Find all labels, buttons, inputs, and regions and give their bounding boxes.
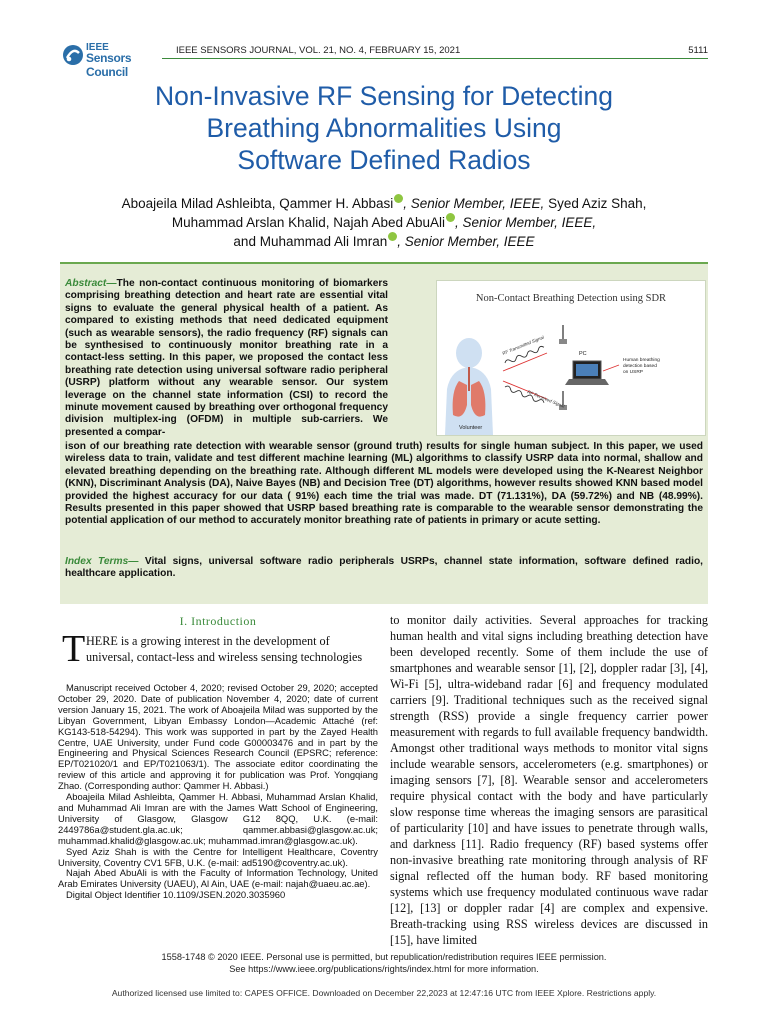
author-name: Muhammad Arslan Khalid, Najah Abed AbuAli xyxy=(171,215,446,230)
orcid-icon[interactable] xyxy=(446,213,455,222)
pc-laptop-icon xyxy=(565,361,609,385)
footnote: Aboajeila Milad Ashleibta, Qammer H. Abbasi, Muhammad Arslan Khalid, and Muhammad Ali Imran are with the James Watt School of Engineering, University of Glasgow, Glasgow G12 8QQ, U.K. (e-mail: 2449786a@student.gla.ac.uk; qammer.abbasi@glasgow.ac.uk; muhammad.khalid@glasgow.ac.uk; muhammad.imran@glasgow.ac.uk). xyxy=(58,791,378,846)
copyright-notice xyxy=(60,952,708,976)
right-column-text: to monitor daily activities. Several approaches for tracking human health and vital signs including breathing detection have been developed recently. Some of them include the use of smartphones and wearable sensor [1], [2], doppler radar [3], [4], Wi-Fi [5], ultra-wideband radar [6] and frequency modulated carriers [9]. Traditional techniques such as the received signal strength (RSS) provide a single frequency carrier power measurement with regards to full available frequency bandwidth. Amongst other traditional ways methods to monitor vital signs include wearable sensors, accelerometers (e.g. smartphones) or imaging sensors [7], [8]. Wearable sensor and accelerometers require physical contact with the body and have particularly slow response time whereas the imaging sensors are parasitical of particularity [10] and have issues to penetrate through walls, and darkness [11]. Radio frequency (RF) based systems offer non-invasive breathing rate monitoring through analysis of RF signal reflected off the human body. RF based monitoring systems which use frequency modulated continuous wave radar [12], [13] or doppler radar [4] are complex and expensive. Breath-tracking using RSS wireless devices are discussed in [15], have limited xyxy=(390,613,708,947)
volunteer-figure xyxy=(445,338,493,435)
intro-line-2: universal, contact-less and wireless sensing technologies xyxy=(86,650,363,664)
ieee-sensors-council-logo xyxy=(62,42,162,79)
author-role: , Senior Member, IEEE, xyxy=(455,215,597,230)
journal-header: IEEE SENSORS JOURNAL, VOL. 21, NO. 4, FEBRUARY 15, 2021 xyxy=(176,45,461,56)
figure-title: Non-Contact Breathing Detection using SDR xyxy=(475,293,667,304)
usrp-label-line: Human breathing xyxy=(623,358,660,363)
tx-antenna-icon xyxy=(559,325,567,344)
figure-illustration xyxy=(437,281,705,435)
abstract-text-left xyxy=(65,278,388,439)
header-rule xyxy=(162,58,708,59)
index-terms-text: Vital signs, universal software radio peripherals USRPs, channel state information, software defined radio, healthcare application. xyxy=(65,556,703,580)
sensors-council-logo-icon xyxy=(62,44,84,66)
title-line: Breathing Abnormalities Using xyxy=(206,113,562,143)
graphical-abstract-figure xyxy=(436,280,706,436)
pc-pointer xyxy=(603,365,619,371)
pc-label: PC xyxy=(579,351,587,357)
doi-line: Digital Object Identifier 10.1109/JSEN.2020.3035960 xyxy=(66,889,286,901)
usrp-label-line: on USRP xyxy=(623,370,643,375)
author-name: Syed Aziz Shah, xyxy=(544,196,647,211)
title-line: Non-Invasive RF Sensing for Detecting xyxy=(154,81,614,111)
volunteer-label: Volunteer xyxy=(459,425,483,431)
index-terms-label: Index Terms— xyxy=(65,556,139,567)
paper-title xyxy=(60,80,708,176)
author-role: , Senior Member, IEEE xyxy=(397,234,535,249)
copyright-line: 1558-1748 © 2020 IEEE. Personal use is permitted, but republication/redistribution requires IEEE permission. xyxy=(161,952,607,962)
usrp-label-line: detection based xyxy=(623,364,657,369)
abstract-text-full: ison of our breathing rate detection with wearable sensor (ground truth) results for single human subject. In this paper, we used wireless data to train, validate and test different machine learning (ML) algorithms to classify USRP data into normal, shallow and elevated breathing depending on the breathing rate. Although different ML models were developed using the K-Nearest Neighbor (KNN), Discriminant Analysis (DA), Naive Bayes (NB) and Decision Tree (DT) algorithms, however results showed KNN based model provided the highest accuracy for our data ( 91%) each time the trial was made. DT (71.131%), DA (59.72%) and NB (48.99%). Results presented in this paper showed that USRP based breathing rate is comparable to the wearable sensor demonstrating the potential application of our method to accurately monitor breathing rate of patients in primary or acute setting. xyxy=(65,441,703,527)
author-line-2 xyxy=(60,213,708,232)
authorized-use-notice: Authorized licensed use limited to: CAPES OFFICE. Downloaded on December 22,2023 at 12:47:16 UTC from IEEE Xplore. Restrictions apply. xyxy=(111,988,657,998)
tx-signal-label: RF Transmitted Signal xyxy=(501,334,545,356)
index-terms xyxy=(65,556,703,581)
abstract-label: Abstract— xyxy=(65,278,117,289)
footnotes xyxy=(58,683,378,901)
rx-signal-label: RF Received Signal xyxy=(526,389,566,409)
title-line: Software Defined Radios xyxy=(237,145,531,175)
author-line-1 xyxy=(60,194,708,213)
footnote: Syed Aziz Shah is with the Centre for Intelligent Healthcare, Coventry University, Coventry CV1 5FB, U.K. (e-mail: ad5190@coventry.ac.uk). xyxy=(58,845,378,868)
author-name: Aboajeila Milad Ashleibta, Qammer H. Abbasi xyxy=(121,196,394,211)
author-line-3 xyxy=(60,232,708,251)
author-role: , Senior Member, IEEE, xyxy=(403,196,545,211)
orcid-icon[interactable] xyxy=(388,232,397,241)
logo-council-text: Sensors Council xyxy=(86,51,132,79)
intro-line-1: HERE is a growing interest in the development of xyxy=(86,634,330,648)
intro-paragraph xyxy=(58,633,378,665)
abstract-body-left: The non-contact continuous monitoring of biomarkers comprising breathing detection and heart rate are essential vital signs to evaluate the general physical health of a patient. As compared to existing methods that need dedicated equipment (such as wearable sensors), the radio frequency (RF) signals can be synthesised to continuously monitor breathing rate in a contact-less setting. In this paper, we proposed the contact less breathing rate detection using universal software radio peripheral (USRP) platform without any wearable sensor. Our system leverage on the channel state information (CSI) to record the minute movement caused by breathing over orthogonal frequency division multiplex-ing (OFDM) in multiple sub-carriers. We presented a compar- xyxy=(65,278,388,438)
author-name: and Muhammad Ali Imran xyxy=(233,234,388,249)
section-title-introduction: I. Introduction xyxy=(179,614,257,628)
dropcap-letter: T xyxy=(62,628,86,670)
tx-arrow xyxy=(503,353,547,371)
orcid-icon[interactable] xyxy=(394,194,403,203)
page-number: 5111 xyxy=(688,45,708,56)
copyright-link-line[interactable]: See https://www.ieee.org/publications/rights/index.html for more information. xyxy=(229,963,539,974)
footnote: Najah Abed AbuAli is with the Faculty of Information Technology, United Arab Emirates University (UAEU), Al Ain, UAE (e-mail: najah@uaeu.ac.ae). xyxy=(58,867,378,890)
footnote: Manuscript received October 4, 2020; revised October 29, 2020; accepted October 29, 2020. Date of publication November 4, 2020; date of current version January 15, 2021. The work of Aboajeila Milad was supported by the Libyan Government, Libyan Embassy London—Academic Attaché (ref: KG143-518-54294). This work was supported in part by the Zayed Health Centre, UAE University, under Fund code G00003476 and in part by the Engineering and Physical Sciences Research Council (EPSRC; reference: EP/T021020/1 and EP/T021063/1). The associate editor coordinating the review of this article and approving it for publication was Prof. Yongqiang Zhao. (Corresponding author: Qammer H. Abbasi.) xyxy=(58,682,378,792)
author-list xyxy=(60,194,708,251)
logo-ieee-text: IEEE xyxy=(86,42,109,53)
